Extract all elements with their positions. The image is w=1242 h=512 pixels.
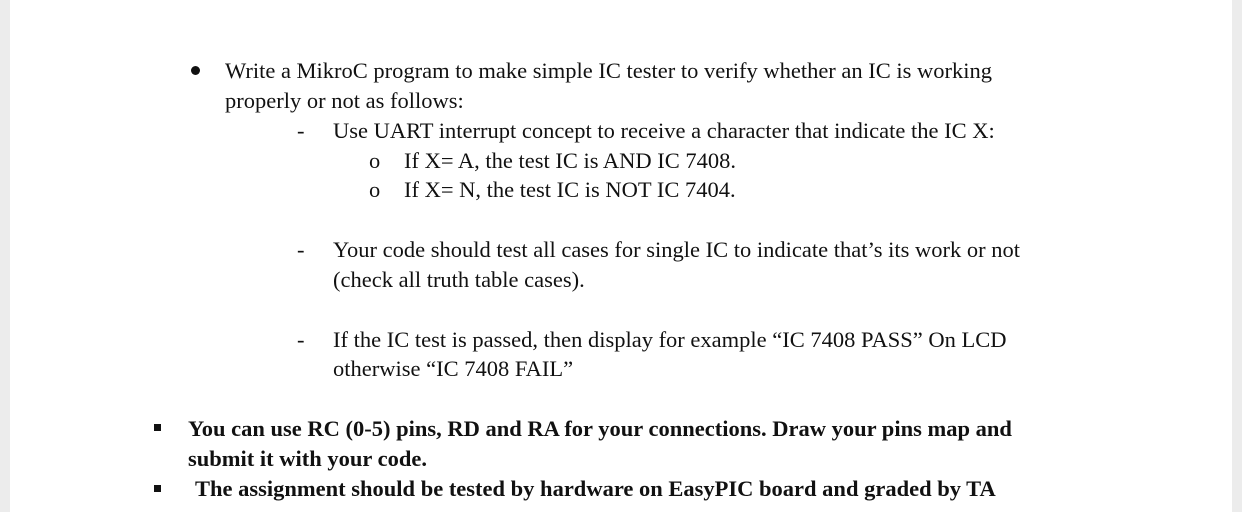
dash-marker: - [297,327,305,352]
dash-marker: - [297,237,305,262]
note-connections-line-2: submit it with your code. [188,446,427,471]
square-bullet [154,424,161,431]
note-connections-line-1: You can use RC (0-5) pins, RD and RA for your connections. Draw your pins map and [188,416,1012,441]
task-line-2: properly or not as follows: [225,88,464,113]
circle-marker: o [369,177,381,202]
task-line-1: Write a MikroC program to make simple IC tester to verify whether an IC is working [225,58,993,83]
sub-item-test-cases-line-1: Your code should test all cases for single IC to indicate that’s its work or not [333,237,1020,262]
option-not-ic: If X= N, the test IC is NOT IC 7404. [404,177,736,202]
bullet-dot [191,66,200,75]
square-bullet [154,485,161,492]
circle-marker: o [369,148,381,173]
sub-item-lcd-line-1: If the IC test is passed, then display for example “IC 7408 PASS” On LCD [333,327,1007,352]
document-page [10,0,1232,512]
dash-marker: - [297,118,305,143]
sub-item-lcd-line-2: otherwise “IC 7408 FAIL” [333,356,574,381]
option-and-ic: If X= A, the test IC is AND IC 7408. [404,148,737,173]
note-hardware-line-1: The assignment should be tested by hardware on EasyPIC board and graded by TA [195,476,996,501]
sub-item-test-cases-line-2: (check all truth table cases). [333,267,585,292]
sub-item-uart: Use UART interrupt concept to receive a character that indicate the IC X: [333,118,995,143]
